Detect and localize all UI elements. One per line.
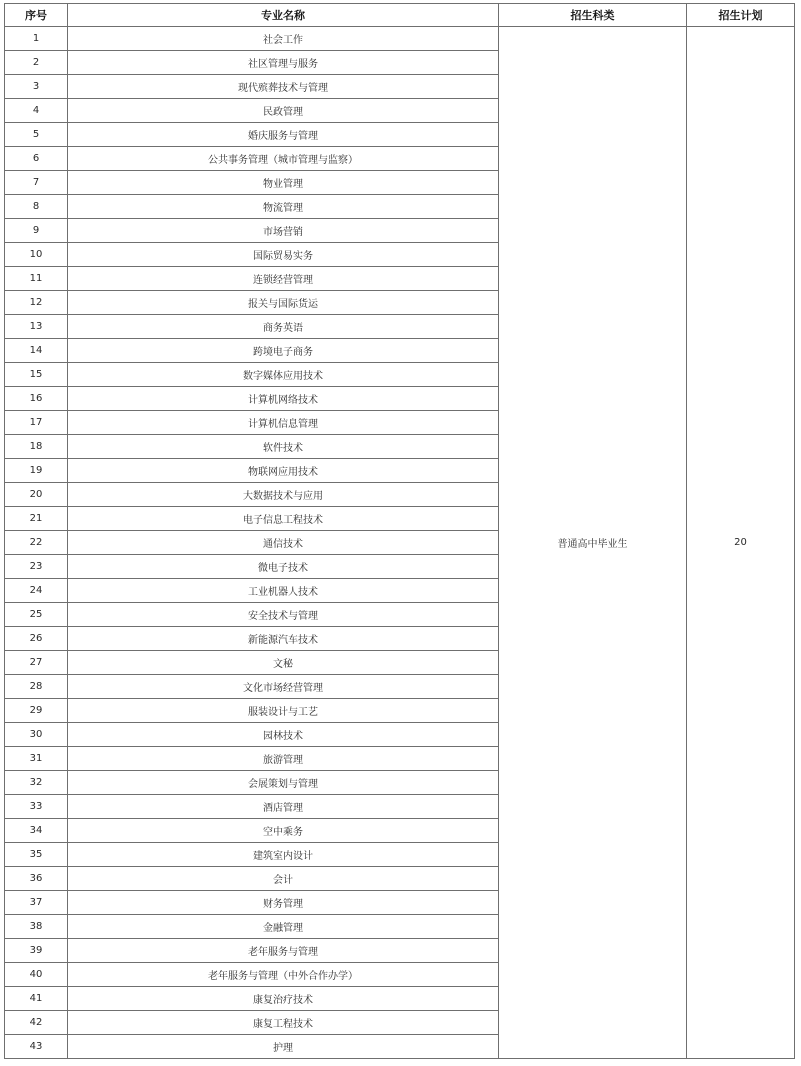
row-number: 26	[5, 627, 68, 651]
major-name: 跨境电子商务	[68, 339, 499, 363]
major-name: 电子信息工程技术	[68, 507, 499, 531]
row-number: 8	[5, 195, 68, 219]
major-name: 康复工程技术	[68, 1011, 499, 1035]
row-number: 36	[5, 867, 68, 891]
row-number: 35	[5, 843, 68, 867]
enrollment-plan: 20	[687, 27, 795, 1059]
major-name: 公共事务管理（城市管理与监察）	[68, 147, 499, 171]
row-number: 43	[5, 1035, 68, 1059]
header-major: 专业名称	[68, 4, 499, 27]
row-number: 40	[5, 963, 68, 987]
header-category: 招生科类	[499, 4, 687, 27]
major-name: 报关与国际货运	[68, 291, 499, 315]
row-number: 11	[5, 267, 68, 291]
row-number: 19	[5, 459, 68, 483]
row-number: 20	[5, 483, 68, 507]
enrollment-category: 普通高中毕业生	[499, 27, 687, 1059]
major-name: 工业机器人技术	[68, 579, 499, 603]
major-name: 社区管理与服务	[68, 51, 499, 75]
major-name: 连锁经营管理	[68, 267, 499, 291]
major-name: 微电子技术	[68, 555, 499, 579]
major-name: 通信技术	[68, 531, 499, 555]
header-plan: 招生计划	[687, 4, 795, 27]
row-number: 21	[5, 507, 68, 531]
row-number: 2	[5, 51, 68, 75]
row-number: 7	[5, 171, 68, 195]
row-number: 30	[5, 723, 68, 747]
major-name: 商务英语	[68, 315, 499, 339]
row-number: 32	[5, 771, 68, 795]
major-name: 旅游管理	[68, 747, 499, 771]
row-number: 1	[5, 27, 68, 51]
major-name: 婚庆服务与管理	[68, 123, 499, 147]
major-name: 空中乘务	[68, 819, 499, 843]
row-number: 5	[5, 123, 68, 147]
row-number: 29	[5, 699, 68, 723]
major-name: 金融管理	[68, 915, 499, 939]
major-name: 财务管理	[68, 891, 499, 915]
header-no: 序号	[5, 4, 68, 27]
row-number: 34	[5, 819, 68, 843]
row-number: 27	[5, 651, 68, 675]
major-name: 建筑室内设计	[68, 843, 499, 867]
row-number: 42	[5, 1011, 68, 1035]
row-number: 41	[5, 987, 68, 1011]
major-name: 物业管理	[68, 171, 499, 195]
row-number: 17	[5, 411, 68, 435]
row-number: 37	[5, 891, 68, 915]
table-header-row	[5, 4, 795, 27]
row-number: 31	[5, 747, 68, 771]
major-name: 园林技术	[68, 723, 499, 747]
major-name: 国际贸易实务	[68, 243, 499, 267]
row-number: 9	[5, 219, 68, 243]
major-name: 老年服务与管理	[68, 939, 499, 963]
table-body	[5, 27, 795, 1059]
row-number: 28	[5, 675, 68, 699]
row-number: 3	[5, 75, 68, 99]
major-name: 老年服务与管理（中外合作办学）	[68, 963, 499, 987]
major-name: 物联网应用技术	[68, 459, 499, 483]
row-number: 13	[5, 315, 68, 339]
major-name: 会计	[68, 867, 499, 891]
row-number: 10	[5, 243, 68, 267]
major-name: 文秘	[68, 651, 499, 675]
major-name: 计算机网络技术	[68, 387, 499, 411]
row-number: 33	[5, 795, 68, 819]
row-number: 16	[5, 387, 68, 411]
row-number: 39	[5, 939, 68, 963]
row-number: 4	[5, 99, 68, 123]
major-name: 文化市场经营管理	[68, 675, 499, 699]
row-number: 6	[5, 147, 68, 171]
major-name: 酒店管理	[68, 795, 499, 819]
row-number: 22	[5, 531, 68, 555]
major-name: 大数据技术与应用	[68, 483, 499, 507]
major-name: 康复治疗技术	[68, 987, 499, 1011]
major-name: 服装设计与工艺	[68, 699, 499, 723]
row-number: 38	[5, 915, 68, 939]
major-name: 民政管理	[68, 99, 499, 123]
major-name: 安全技术与管理	[68, 603, 499, 627]
major-name: 软件技术	[68, 435, 499, 459]
major-name: 新能源汽车技术	[68, 627, 499, 651]
row-number: 12	[5, 291, 68, 315]
row-number: 18	[5, 435, 68, 459]
major-name: 市场营销	[68, 219, 499, 243]
major-name: 社会工作	[68, 27, 499, 51]
table-row	[5, 27, 795, 51]
major-name: 现代殡葬技术与管理	[68, 75, 499, 99]
row-number: 14	[5, 339, 68, 363]
row-number: 25	[5, 603, 68, 627]
major-name: 物流管理	[68, 195, 499, 219]
row-number: 24	[5, 579, 68, 603]
major-name: 会展策划与管理	[68, 771, 499, 795]
major-name: 计算机信息管理	[68, 411, 499, 435]
enrollment-sheet	[4, 3, 794, 1059]
major-name: 数字媒体应用技术	[68, 363, 499, 387]
major-name: 护理	[68, 1035, 499, 1059]
enrollment-table	[4, 3, 795, 1059]
row-number: 15	[5, 363, 68, 387]
row-number: 23	[5, 555, 68, 579]
